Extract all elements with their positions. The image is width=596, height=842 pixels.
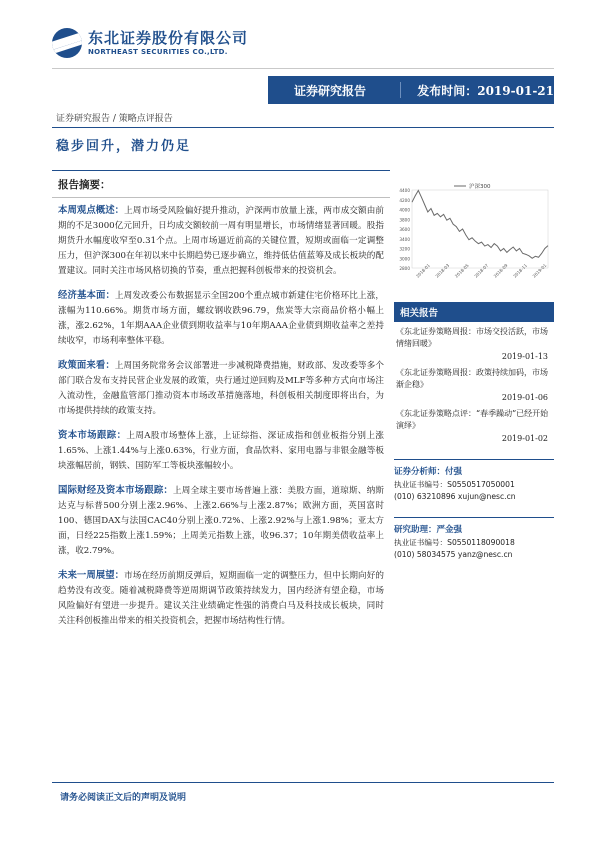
paragraph-lead: 政策面来看： <box>58 360 115 371</box>
y-tick-label: 4200 <box>399 197 410 203</box>
page-title: 稳步回升，潜力仍足 <box>56 139 192 154</box>
y-tick-label: 4000 <box>399 207 410 213</box>
logo-chinese-name: 东北证券股份有限公司 <box>88 28 249 47</box>
logo-english-name: NORTHEAST SECURITIES CO.,LTD. <box>88 47 228 56</box>
series-line <box>412 190 548 258</box>
paragraph-lead: 未来一周展望： <box>58 570 125 581</box>
summary-paragraph <box>52 283 390 353</box>
related-reports-heading: 相关报告 <box>394 302 554 322</box>
analyst-contact[interactable]: (010) 63210896 xujun@nesc.cn <box>394 492 516 501</box>
analyst-card <box>394 459 554 503</box>
header-divider <box>52 68 554 69</box>
summary-section <box>52 170 390 633</box>
publish-date: 发布时间：2019-01-21 <box>417 83 554 98</box>
paragraph-body: 上周A股市场整体上涨，上证综指、深证成指和创业板指分别上涨1.65%、上涨1.44%与上涨0.63%，行业方面，食品饮料、家用电器与非银金融等板块涨幅居前，钢铁、国防军工等板块涨幅较小。 <box>58 431 384 471</box>
title-divider <box>52 127 554 128</box>
footer-divider <box>52 782 554 783</box>
sidebar <box>394 180 554 561</box>
x-tick-label: 2018-09 <box>492 262 509 279</box>
y-tick-label: 3200 <box>399 246 410 252</box>
related-report-date: 2019-01-13 <box>501 352 548 361</box>
summary-heading: 报告摘要： <box>52 170 390 198</box>
related-report-date: 2019-01-02 <box>501 434 548 443</box>
x-tick-label: 2018-07 <box>473 262 490 279</box>
related-report-title[interactable]: 《东北证券策略点评：“春季躁动”已经开始演绎》 <box>396 409 549 430</box>
analyst-list <box>394 459 554 561</box>
index-trend-chart <box>394 180 554 290</box>
x-tick-label: 2018-03 <box>434 262 451 279</box>
x-tick-label: 2018-11 <box>512 262 529 279</box>
y-tick-label: 4400 <box>399 188 410 193</box>
paragraph-body: 上周国务院常务会议部署进一步减税降费措施，财政部、发改委等多个部门联合发布支持民营企业发展的政策，央行通过逆回购及MLF等多种方式向市场注入流动性，金融监管部门推动资本市场改革措施落地，科创板相关制度即将出台，为市场提供持续的政策支持。 <box>58 361 384 416</box>
related-reports-list <box>394 322 554 445</box>
y-tick-label: 3600 <box>399 227 410 232</box>
report-header-band <box>268 76 554 104</box>
chart-svg <box>394 180 554 290</box>
paragraph-lead: 资本市场跟踪： <box>58 430 127 441</box>
related-report-title[interactable]: 《东北证券策略周报：政策持续加码，市场渐企稳》 <box>396 368 548 389</box>
paragraph-body: 上周发改委公布数据显示全国200个重点城市新建住宅价格环比上涨，涨幅为110.66%。期货市场方面，螺纹钢收跌96.79，焦炭等大宗商品价格小幅上涨，涨2.62%，1年期AAA企业债到期收益率与10年期AAA企业债到期收益率之差持续收窄，市场利率整体平稳。 <box>58 291 384 346</box>
legend-label: 沪深300 <box>469 184 491 190</box>
analyst-role: 证券分析师：付强 <box>394 467 463 477</box>
paragraph-lead: 国际财经及资本市场跟踪： <box>58 485 173 496</box>
summary-paragraph <box>52 563 390 633</box>
paragraph-body: 上周全球主要市场普遍上涨：美股方面，道琼斯、纳斯达克与标普500分别上涨2.96%、上涨2.66%与上涨2.87%；欧洲方面，英国富时100、德国DAX与法国CAC40分别上涨0.72%、上涨2.92%与上涨1.98%；亚太方面，日经225指数上涨1.59%；上周美元指数上涨，收96.37；10年期美债收益率上涨，收2.79%。 <box>58 486 384 556</box>
related-report-date: 2019-01-06 <box>501 393 548 402</box>
northeast-securities-logo-icon <box>52 28 82 58</box>
summary-paragraph <box>52 353 390 423</box>
paragraph-body: 市场在经历前期反弹后，短期面临一定的调整压力，但中长期向好的趋势没有改变。随着减税降费等逆周期调节政策持续发力，国内经济有望企稳，市场风险偏好有望进一步提升。建议关注业绩确定性强的消费白马及科技成长板块，同时关注科创板推出带来的相关投资机会，把握市场结构性行情。 <box>58 571 384 626</box>
x-tick-label: 2018-05 <box>453 262 470 279</box>
summary-paragraph <box>52 478 390 563</box>
paragraph-lead: 本周观点概述： <box>58 205 125 216</box>
footer-disclaimer: 请务必阅读正文后的声明及说明 <box>60 793 187 803</box>
x-tick-label: 2018-01 <box>415 262 431 279</box>
x-tick-label: 2019-01 <box>531 262 548 279</box>
summary-paragraph <box>52 198 390 283</box>
analyst-contact[interactable]: (010) 58034575 yanz@nesc.cn <box>394 550 513 559</box>
company-logo <box>52 28 248 58</box>
analyst-card <box>394 517 554 561</box>
paragraph-lead: 经济基本面： <box>58 290 115 301</box>
summary-paragraph <box>52 423 390 478</box>
y-tick-label: 3000 <box>399 256 410 262</box>
y-tick-label: 3400 <box>399 236 410 242</box>
related-report-title[interactable]: 《东北证券策略周报：市场交投活跃，市场情绪回暖》 <box>396 327 548 348</box>
analyst-role: 研究助理：严金强 <box>394 525 463 535</box>
y-tick-label: 3800 <box>399 217 410 223</box>
analyst-cert: 执业证书编号：S0550517050001 <box>394 480 515 489</box>
analyst-cert: 执业证书编号：S0550118090018 <box>394 538 515 547</box>
report-category: 证券研究报告 <box>294 83 367 98</box>
paragraph-body: 上周市场受风险偏好提升推动，沪深两市放量上涨，两市成交额由前期的不足3000亿元回升，日均成交额较前一周有明显增长，市场情绪显著回暖。股指期货升水幅度收窄至0.31个点。上周市场逼近前高的关键位置，短期或面临一定调整压力，但沪深300在年初以来中长期趋势已逐步确立，维持低估值蓝筹及成长板块的配置建议。同时关注市场风格切换的节奏，重点把握科创板带来的投资机会。 <box>58 206 384 276</box>
breadcrumb: 证券研究报告 / 策略点评报告 <box>56 114 173 124</box>
chart-plot-area <box>412 190 548 268</box>
y-tick-label: 2800 <box>399 266 410 271</box>
summary-paragraphs <box>52 198 390 633</box>
